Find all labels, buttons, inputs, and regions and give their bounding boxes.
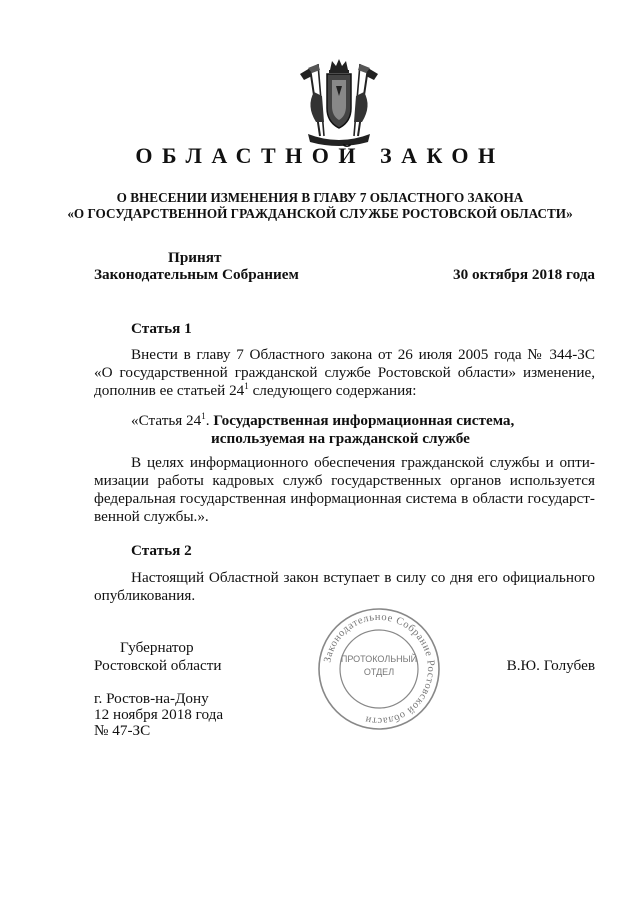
article1-line2: «О государственной гражданской службе Ростовской области» изменение, bbox=[94, 364, 595, 381]
adoption-date: 30 октября 2018 года bbox=[453, 266, 595, 283]
signing-date: 12 ноября 2018 года bbox=[94, 706, 224, 723]
adopted-by: Законодательным Собранием bbox=[94, 266, 299, 283]
article1-body-line3: федеральная государственная информационная система в области государст- bbox=[94, 490, 595, 507]
emblem-icon bbox=[296, 56, 382, 148]
signatory-position: Губернатор bbox=[120, 639, 194, 656]
article1-heading: Статья 1 bbox=[131, 320, 192, 337]
place: г. Ростов-на-Дону bbox=[94, 690, 209, 707]
article2-heading: Статья 2 bbox=[131, 542, 192, 559]
law-subtitle-line2: «О ГОСУДАРСТВЕННОЙ ГРАЖДАНСКОЙ СЛУЖБЕ РОСТОВСКОЙ ОБЛАСТИ» bbox=[67, 206, 573, 221]
quoted-article-title-line2: используемая на гражданской службе bbox=[211, 430, 470, 447]
law-subtitle-line1: О ВНЕСЕНИИ ИЗМЕНЕНИЯ В ГЛАВУ 7 ОБЛАСТНОГО ЗАКОНА bbox=[116, 190, 524, 205]
article1-body-line1: В целях информационного обеспечения гражданской службы и опти- bbox=[131, 454, 595, 471]
stamp-inner-line1: ПРОТОКОЛЬНЫЙ bbox=[340, 654, 418, 664]
article1-body-line4: венной службы.». bbox=[94, 508, 209, 525]
quoted-article-title: «Статья $24^1$. Государственная информационная система, bbox=[131, 411, 515, 429]
official-stamp bbox=[316, 606, 442, 732]
stamp-inner-line2: ОТДЕЛ bbox=[363, 667, 395, 677]
law-title: ОБЛАСТНОЙ ЗАКОН bbox=[135, 143, 505, 168]
article2-line1: Настоящий Областной закон вступает в силу со дня его официального bbox=[131, 569, 595, 586]
adopted-label: Принят bbox=[168, 249, 222, 266]
signatory-name: В.Ю. Голубев bbox=[506, 657, 595, 674]
article2-line2: опубликования. bbox=[94, 587, 196, 604]
article1-body-line2: мизации работы кадровых служб государственных органов используется bbox=[94, 472, 595, 489]
article1-line1: Внести в главу 7 Областного закона от 26 июля 2005 года № 344-ЗС bbox=[131, 346, 595, 363]
law-number: № 47-ЗС bbox=[94, 722, 151, 739]
signatory-region: Ростовской области bbox=[94, 657, 222, 674]
article1-line3: дополнив ее статьей $24^1$ следующего содержания: bbox=[94, 381, 417, 399]
stamp-ring-text: Законодательное Собрание Ростовской области bbox=[322, 611, 437, 727]
